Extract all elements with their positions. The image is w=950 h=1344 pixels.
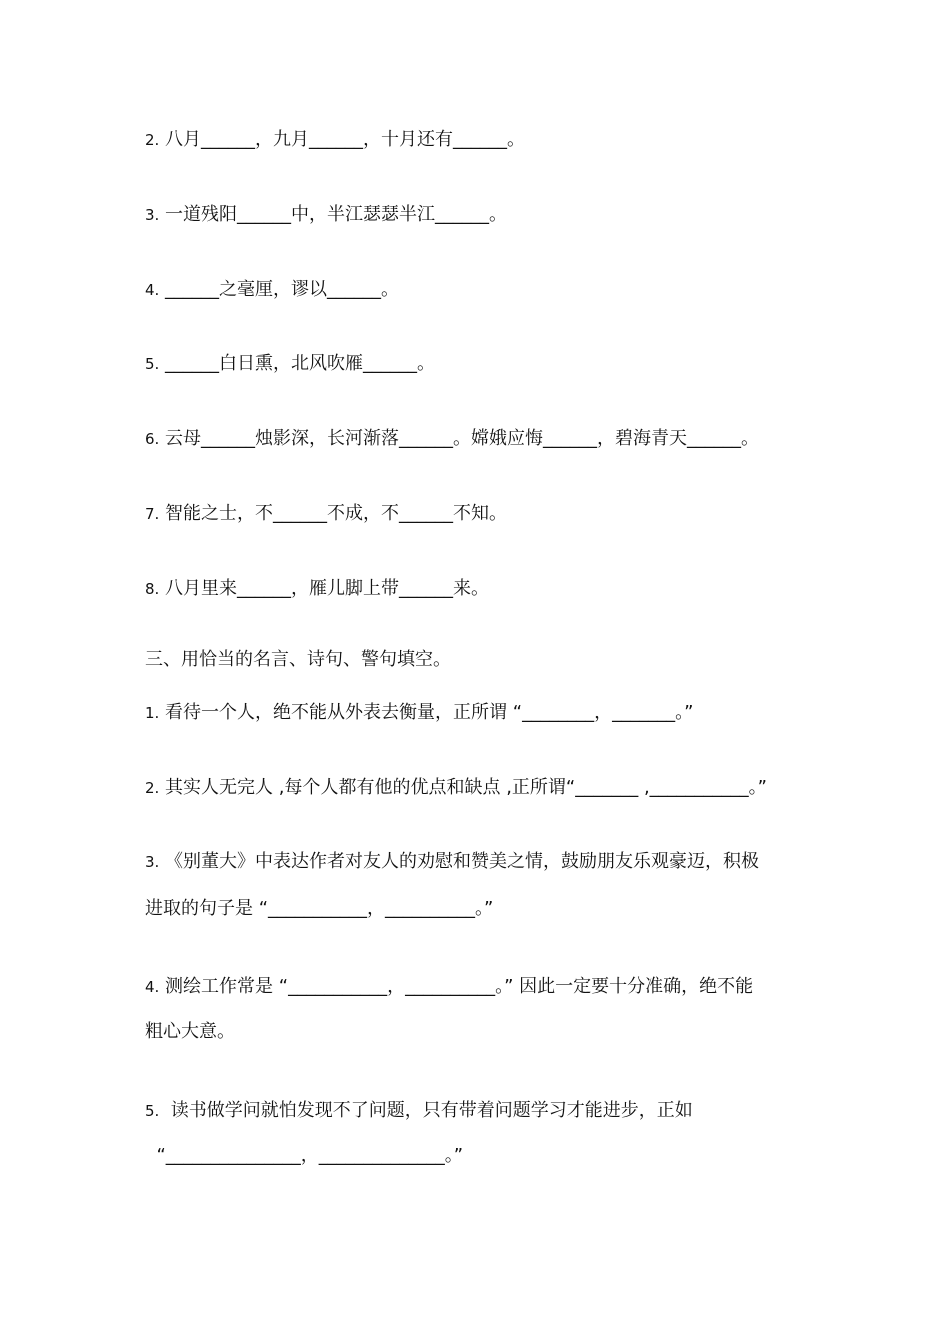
item-text: 云母______烛影深，长河渐落______。嫦娥应悔______，碧海青天______。: [159, 428, 760, 449]
item-number: 3.: [145, 853, 160, 871]
list-item: [145, 1099, 693, 1123]
item-text: ______白日熏，北风吹雁______。: [159, 353, 436, 374]
list-item: [145, 352, 435, 376]
item-text: 《别董大》中表达作者对友人的劝慰和赞美之情，鼓励朋友乐观豪迈，积极: [159, 851, 760, 872]
item-text: 看待一个人，绝不能从外表去衡量，正所谓 “________，_______。”: [159, 702, 694, 723]
list-item: [145, 278, 399, 302]
list-item: [145, 701, 693, 725]
list-item: [145, 850, 759, 874]
item-number: 1.: [145, 704, 160, 722]
item-text: 一道残阳______中，半江瑟瑟半江______。: [159, 204, 508, 225]
list-item-continuation: 粗心大意。: [145, 1021, 235, 1042]
list-item: [145, 577, 489, 601]
item-number: 4.: [145, 281, 160, 299]
item-number: 5.: [145, 1102, 160, 1120]
item-text: 智能之士，不______不成，不______不知。: [159, 503, 508, 524]
item-number: 3.: [145, 206, 160, 224]
list-item-continuation: 进取的句子是 “___________，__________。”: [145, 898, 494, 919]
list-item: [145, 502, 507, 526]
item-text: 测绘工作常是 “___________，__________。” 因此一定要十分准确，绝不能: [159, 976, 754, 997]
list-item: [145, 427, 759, 451]
list-item: [145, 128, 525, 152]
item-number: 8.: [145, 580, 160, 598]
item-text: 八月里来______，雁儿脚上带______来。: [159, 578, 490, 599]
item-number: 6.: [145, 430, 160, 448]
item-number: 2.: [145, 131, 160, 149]
list-item: [145, 975, 753, 999]
item-text: 八月______，九月______，十月还有______。: [159, 129, 526, 150]
item-number: 2.: [145, 779, 160, 797]
item-text: ______之毫厘，谬以______。: [159, 279, 400, 300]
list-item-continuation: “_______________，______________。”: [145, 1145, 464, 1166]
item-text: 其实人无完人 ,每个人都有他的优点和缺点 ,正所谓“_______ ,___________。”: [159, 777, 768, 798]
list-item: [145, 203, 507, 227]
section-heading: 三、用恰当的名言、诗句、警句填空。: [145, 649, 451, 670]
item-text: 读书做学问就怕发现不了问题，只有带着问题学习才能进步，正如: [159, 1100, 693, 1121]
item-number: 4.: [145, 978, 160, 996]
list-item: [145, 776, 767, 800]
item-number: 5.: [145, 355, 160, 373]
item-number: 7.: [145, 505, 160, 523]
